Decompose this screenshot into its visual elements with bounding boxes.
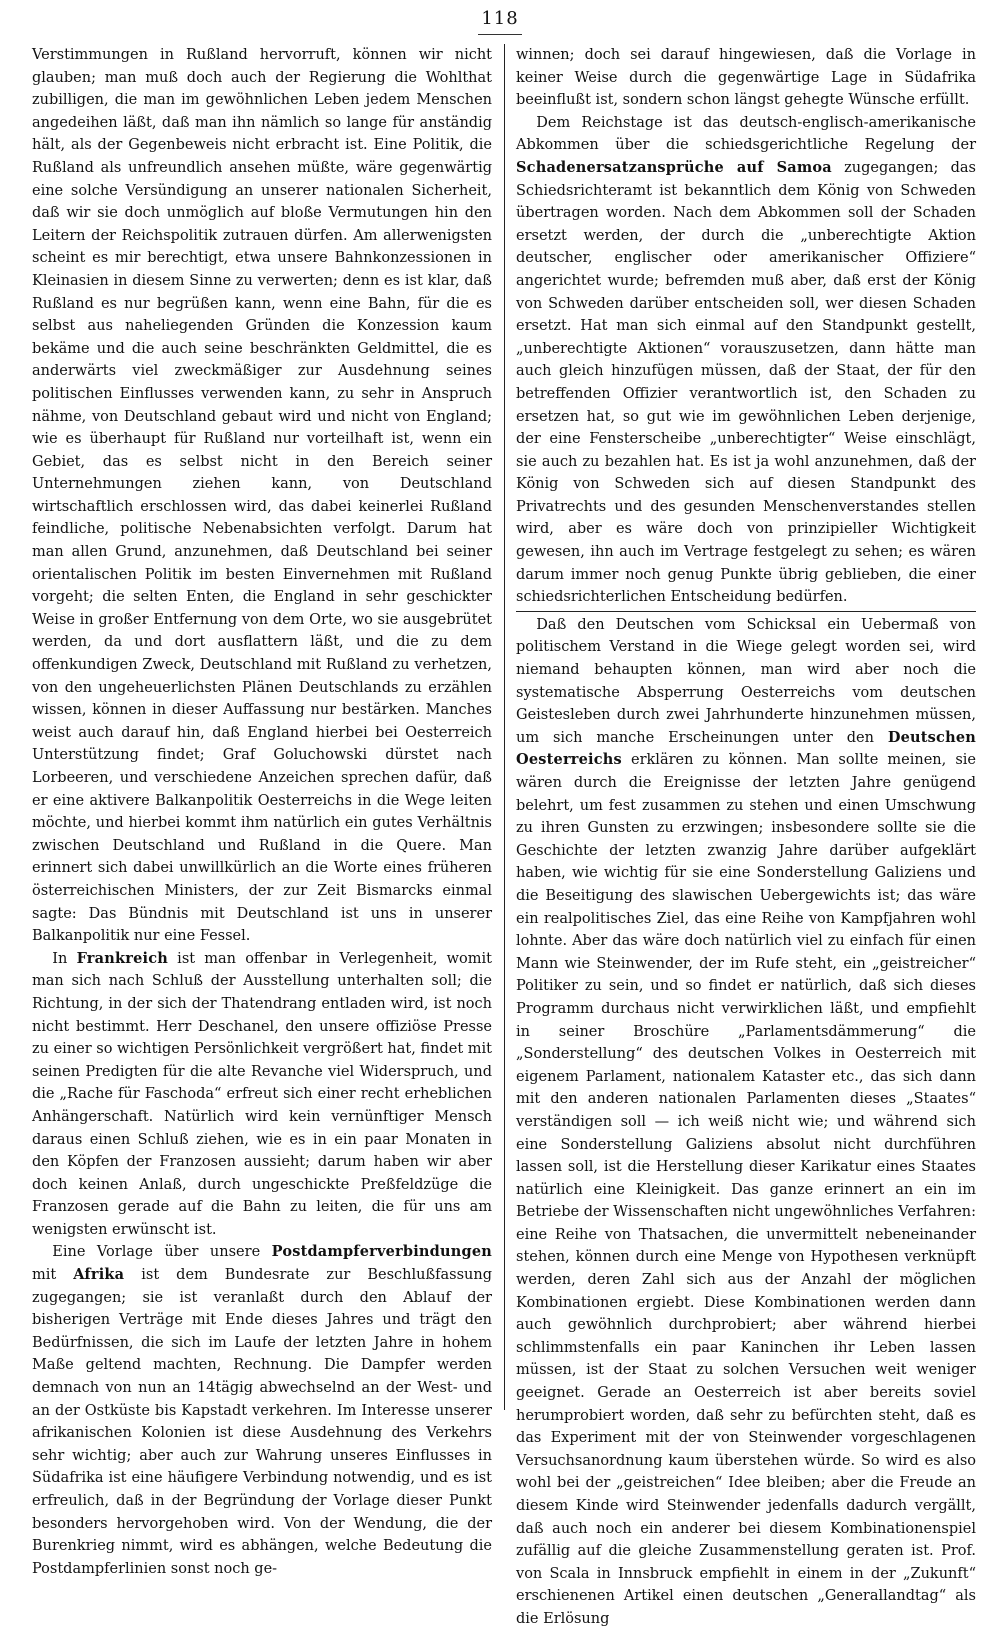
right-paragraph-samoa — [516, 112, 976, 609]
right-paragraph-samoa-text: zugegangen; das Schiedsrichteramt ist bekanntlich dem König von Schweden übertragen worden. Nach dem Abkommen soll der Schaden ersetzt werden, der durch die „unberechtigte Aktion deutscher, englischer oder amerikanischer Offiziere“ angerichtet wurde; befremden muß aber, daß erst der König von Schweden darüber entscheiden soll, wer diesen Schaden ersetzt. Hat man sich einmal auf den Standpunkt gestellt, „unberechtigte Aktionen“ vorauszusetzen, dann hätte man auch gleich hinzufügen müssen, daß der Staat, der für den betreffenden Offizier verantwortlich ist, den Schaden zu ersetzen hat, so gut wie im gewöhnlichen Leben derjenige, der eine Fensterscheibe „unberechtigter“ Weise einschlägt, sie auch zu bezahlen hat. Es ist ja wohl anzunehmen, daß der König von Schweden sich auf diesen Standpunkt des Privatrechts und des gesunden Menschenverstandes stellen wird, aber es wäre doch von prinzipieller Wichtigkeit gewesen, ihn auch im Vertrage festgelegt zu sehen; es wären darum immer noch genug Punkte übrig geblieben, die einer schiedsrichterlichen Entscheidung bedürfen. — [516, 159, 976, 606]
keyword-frankreich: Frankreich — [76, 949, 168, 967]
right-paragraph-samoa-lead: Dem Reichstage ist das deutsch-englisch-amerikanische Abkommen über die schiedsgerichtliche Regelung der — [516, 114, 976, 154]
left-paragraph-africa — [32, 1241, 492, 1580]
right-column — [516, 44, 976, 1627]
left-paragraph-africa-lead: Eine Vorlage über unsere — [52, 1244, 272, 1261]
column-divider — [504, 44, 505, 1410]
left-column — [32, 44, 493, 1577]
left-paragraph-france-text: ist man offenbar in Verlegenheit, womit man sich nach Schluß der Ausstellung unterhalten soll; die Richtung, in der sich der Thatendrang entladen wird, ist noch nicht bestimmt. Herr Deschanel, den unsere offiziöse Presse zu einer so wichtigen Persönlichkeit vergrößert hat, findet mit seinen Predigten für die alte Revanche viel Widerspruch, und die „Rache für Faschoda“ erfreut sich einer recht erheblichen Anhängerschaft. Natürlich wird kein vernünftiger Mensch daraus einen Schluß ziehen, wie es in ein paar Monaten in den Köpfen der Franzosen aussieht; darum haben wir aber doch keinen Anlaß, durch ungeschickte Preßfeldzüge die Franzosen gerade auf die Bahn zu leiten, die für uns am wenigsten erwünscht ist. — [32, 950, 492, 1238]
right-paragraph-continuation — [516, 44, 976, 112]
page-number-rule — [478, 34, 522, 35]
left-paragraph-africa-text: ist dem Bundesrate zur Beschlußfassung zugegangen; sie ist veranlaßt durch den Ablauf der bisherigen Verträge mit Ende dieses Jahres und trägt den Bedürfnissen, die sich im Laufe der letzten Jahre in hohem Maße geltend machten, Rechnung. Die Dampfer werden demnach von nun an 14tägig abwechselnd an der West- und an der Ostküste bis Kapstadt verkehren. Im Interesse unserer afrikanischen Kolonien ist diese Ausdehnung des Verkehrs sehr wichtig; aber auch zur Wahrung unseres Einflusses in Südafrika ist eine häufigere Verbindung notwendig, und es ist erfreulich, daß in der Begründung der Vorlage dieser Punkt besonders hervorgehoben wird. Von der Wendung, die der Burenkrieg nimmt, wird es abhängen, welche Bedeutung die Postdampferlinien sonst noch ge- — [32, 1267, 493, 1577]
right-paragraph-austria-lead: Daß den Deutschen vom Schicksal ein Uebermaß von politischem Verstand in die Wiege gelegt worden sei, wird niemand behaupten können, man wird aber noch die systematische Absperrung Oesterreichs vom deutschen Geistesleben durch zwei Jahrhunderte hinzunehmen müssen, um sich manche Erscheinungen unter den — [516, 616, 976, 746]
left-paragraph-russia-text: Verstimmungen in Rußland hervorruft, können wir nicht glauben; man muß doch auch der Regierung die Wohlthat zubilligen, die man im gewöhnlichen Leben jedem Menschen angedeihen läßt, daß man ihn nämlich so lange für anständig hält, als der Gegenbeweis nicht erbracht ist. Eine Politik, die Rußland als unfreundlich ansehen müßte, wäre gegenwärtig eine solche Versündigung an unserer nationalen Sicherheit, daß wir sie doch unmöglich auf bloße Vermutungen hin den Leitern der Reichspolitik zutrauen dürfen. Am allerwenigsten scheint es mir berechtigt, etwa unsere Bahnkonzessionen in Kleinasien in diesem Sinne zu verwerten; denn es ist klar, daß Rußland es nur begrüßen kann, wenn eine Bahn, für die es selbst aus naheliegenden Gründen die Konzession kaum bekäme und die auch seine beschränkten Geldmittel, die es anderwärts viel zweckmäßiger zur Ausdehnung seines politischen Einflusses verwenden kann, zu sehr in Anspruch nähme, von Deutschland gebaut wird und nicht von England; wie es überhaupt für Rußland nur vorteilhaft ist, wenn ein Gebiet, das es selbst nicht in den Bereich seiner Unternehmungen ziehen kann, von Deutschland wirtschaftlich erschlossen wird, das dabei keinerlei Rußland feindliche, politische Nebenabsichten verfolgt. Darum hat man allen Grund, anzunehmen, daß Deutschland bei seiner orientalischen Politik im besten Einvernehmen mit Rußland vorgeht; die selten Enten, die England in sehr geschickter Weise in großer Entfernung von dem Orte, wo sie ausgebrütet werden, da und dort ausflattern läßt, und die zu dem offenkundigen Zweck, Deutschland mit Rußland zu verhetzen, von den ungeheuerlichsten Plänen Deutschlands zu erzählen wissen, können in dieser Auffassung nur bestärken. Manches weist auch darauf hin, daß England hierbei bei Oesterreich Unterstützung findet; Graf Goluchowski dürstet nach Lorbeeren, und verschiedene Anzeichen sprechen dafür, daß er eine aktivere Balkanpolitik Oesterreichs in die Wege leiten möchte, und hierbei kommt ihm natürlich ein gutes Verhältnis zwischen Deutschland und Rußland in die Quere. Man erinnert sich dabei unwillkürlich an die Worte eines früheren österreichischen Ministers, der zur Zeit Bismarcks einmal sagte: Das Bündnis mit Deutschland ist uns in unserer Balkanpolitik nur eine Fessel. — [32, 47, 492, 945]
section-separator — [516, 611, 976, 612]
keyword-afrika: Afrika — [73, 1266, 125, 1284]
right-paragraph-austria — [516, 614, 976, 1631]
right-paragraph-austria-text: erklären zu können. Man sollte meinen, sie wären durch die Ereignisse der letzten Jahre genügend belehrt, um fest zusammen zu stehen und einen Umschwung zu ihren Gunsten zu erzwingen; insbesondere sollte sie die Geschichte der letzten zwanzig Jahre darüber aufgeklärt haben, wie wichtig für sie eine Sonderstellung Galiziens und die Beseitigung des slawischen Uebergewichts ist; das wäre ein realpolitisches Ziel, das eine Reihe von Kampfjahren wohl lohnte. Aber das wäre doch natürlich viel zu einfach für einen Mann wie Steinwender, der im Rufe steht, ein „geistreicher“ Politiker zu sein, und so findet er natürlich, daß sich dieses Programm durchaus nicht verwirklichen läßt, und empfiehlt in seiner Broschüre „Parlamentsdämmerung“ die „Sonderstellung“ des deutschen Volkes in Oesterreich mit eigenem Parlament, nationalem Kataster etc., das sich dann mit den anderen nationalen Parlamenten dieses „Staates“ verständigen soll — ich weiß nicht wie; und während sich eine Sonderstellung Galiziens absolut nicht durchführen lassen soll, ist die Herstellung dieser Karikatur eines Staates natürlich eine Kleinigkeit. Das ganze erinnert an ein im Betriebe der Wissenschaften nicht ungewöhnliches Verfahren: eine Reihe von Thatsachen, die unvermittelt nebeneinander stehen, können durch eine Menge von Hypothesen verknüpft werden, deren Zahl sich aus der Anzahl der möglichen Kombinationen ergiebt. Diese Kombinationen werden dann auch gewöhnlich durchprobiert; aber während hierbei schlimmstenfalls ein paar Kaninchen ihr Leben lassen müssen, ist der Staat zu solchen Versuchen weit weniger geeignet. Gerade an Oesterreich ist aber bereits soviel herumprobiert worden, daß sehr zu befürchten steht, daß es das Experiment mit der von Steinwender vorgeschlagenen Versuchsanordnung kaum überstehen würde. So wird es also wohl bei der „geistreichen“ Idee bleiben; aber die Freude an diesem Kinde wird Steinwender jedenfalls dadurch vergällt, daß auch noch ein anderer bei diesem Kombinationenspiel zufällig auf die gleiche Zusammenstellung geraten ist. Prof. von Scala in Innsbruck empfiehlt in einem in der „Zukunft“ erschienenen Artikel einen deutschen „Generallandtag“ als die Erlösung — [516, 752, 976, 1627]
left-paragraph-france-lead: In — [52, 950, 77, 967]
page-number: 118 — [481, 8, 519, 29]
left-paragraph-france — [32, 948, 492, 1242]
right-paragraph-continuation-text: winnen; doch sei darauf hingewiesen, daß die Vorlage in keiner Weise durch die gegenwärtige Lage in Südafrika beeinflußt ist, sondern schon längst gehegte Wünsche erfüllt. — [516, 47, 976, 109]
keyword-postdampferverbindungen: Postdampferverbindungen — [271, 1243, 492, 1261]
keyword-schadenersatzansprueche-samoa: Schadenersatzansprüche auf Samoa — [516, 158, 832, 176]
left-paragraph-africa-mid: mit — [32, 1267, 74, 1284]
left-paragraph-russia — [32, 44, 492, 948]
text-columns — [32, 44, 976, 1627]
keyword-deutschen-oesterreichs: Deutschen Oesterreichs — [516, 728, 976, 769]
